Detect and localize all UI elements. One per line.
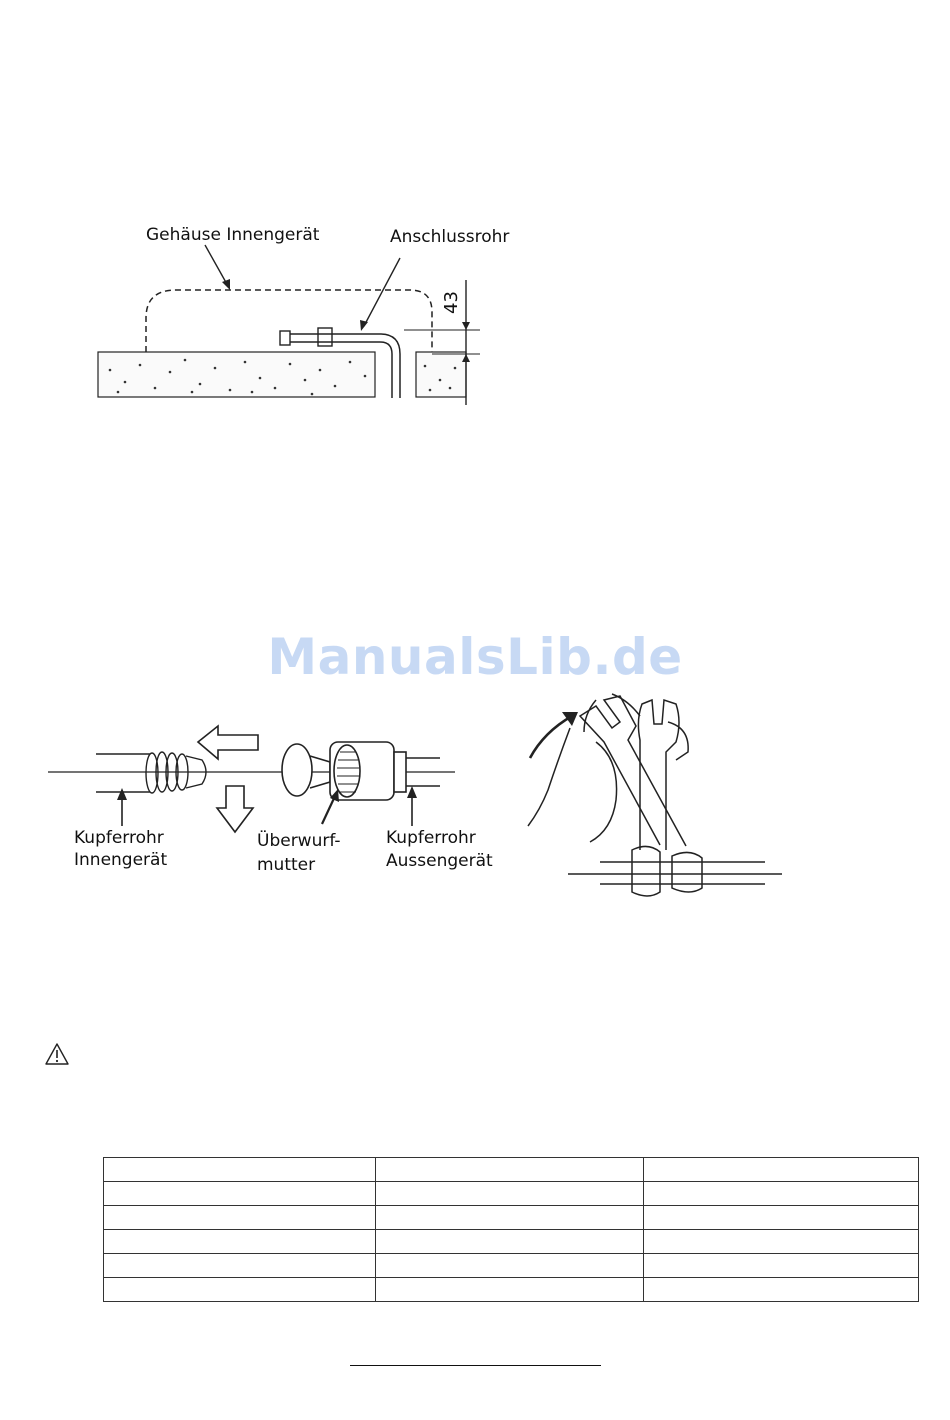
label-copper-outdoor-line2: Aussengerät (386, 851, 493, 871)
table-row (104, 1182, 919, 1206)
footer-divider (350, 1365, 601, 1366)
label-copper-outdoor-line1: Kupferrohr (386, 828, 476, 848)
warning-triangle-icon (44, 1042, 70, 1066)
table-cell (104, 1182, 376, 1206)
watermark: ManualsLib.de (267, 628, 683, 686)
table-row (104, 1278, 919, 1302)
table-cell (104, 1206, 376, 1230)
table-cell (644, 1230, 919, 1254)
table-cell (644, 1278, 919, 1302)
label-flare-nut-line1: Überwurf- (257, 831, 341, 851)
table-cell (376, 1158, 644, 1182)
label-copper-indoor-line2: Innengerät (74, 850, 168, 870)
dimension-label: 43 (441, 291, 462, 314)
table-row (104, 1158, 919, 1182)
table-row (104, 1230, 919, 1254)
table-cell (104, 1254, 376, 1278)
table-cell (644, 1158, 919, 1182)
table-cell (376, 1230, 644, 1254)
table-cell (376, 1206, 644, 1230)
specification-table (103, 1157, 919, 1302)
table-cell (376, 1254, 644, 1278)
table-row (104, 1206, 919, 1230)
table-cell (104, 1278, 376, 1302)
table-cell (644, 1206, 919, 1230)
label-flare-nut-line2: mutter (257, 855, 316, 875)
label-connection-pipe: Anschlussrohr (390, 227, 510, 247)
table-cell (376, 1278, 644, 1302)
table-cell (644, 1254, 919, 1278)
label-housing-indoor: Gehäuse Innengerät (146, 225, 320, 245)
label-copper-indoor-line1: Kupferrohr (74, 828, 164, 848)
table-cell (104, 1230, 376, 1254)
table-cell (644, 1182, 919, 1206)
table-row (104, 1254, 919, 1278)
table-cell (376, 1182, 644, 1206)
table-cell (104, 1158, 376, 1182)
